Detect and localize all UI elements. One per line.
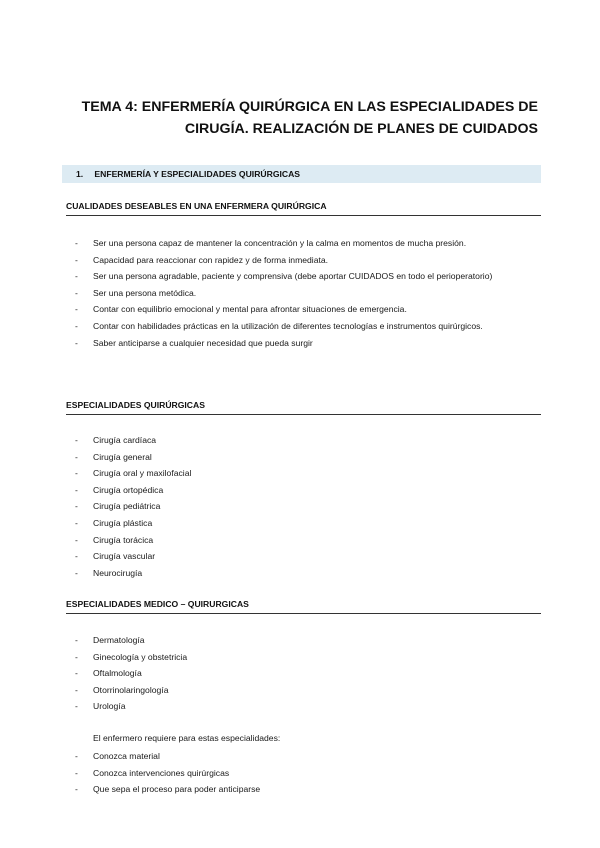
list-item: - Otorrinolaringología — [75, 684, 169, 695]
list-item: - Ser una persona agradable, paciente y comprensiva (debe aportar CUIDADOS en todo el perioperatorio) — [75, 271, 493, 282]
list-item: - Urología — [75, 701, 126, 712]
list-item: - Cirugía oral y maxilofacial — [75, 468, 192, 479]
title-line-1: TEMA 4: ENFERMERÍA QUIRÚRGICA EN LAS ESPECIALIDADES DE — [81, 99, 538, 115]
especialidades-heading: ESPECIALIDADES QUIRÚRGICAS — [66, 400, 541, 415]
section-1-bar — [62, 165, 541, 183]
title-line-2: CIRUGÍA. REALIZACIÓN DE PLANES DE CUIDADOS — [184, 121, 538, 137]
list-item: - Que sepa el proceso para poder anticiparse — [75, 784, 261, 795]
list-item: - Cirugía vascular — [75, 551, 156, 562]
page-title — [62, 96, 538, 140]
list-item: - Neurocirugía — [75, 567, 143, 578]
list-item: - Cirugía plástica — [75, 517, 153, 528]
cualidades-heading: CUALIDADES DESEABLES EN UNA ENFERMERA QUIRÚRGICA — [66, 201, 541, 216]
list-item: - Oftalmología — [75, 668, 142, 679]
list-item: - Cirugía ortopédica — [75, 484, 164, 495]
list-item: - Ser una persona metódica. — [75, 287, 197, 298]
medico-heading: ESPECIALIDADES MEDICO – QUIRURGICAS — [66, 599, 541, 614]
requirements-list — [66, 748, 541, 798]
list-item: - Contar con habilidades prácticas en la utilización de diferentes tecnologías e instrumentos quirúrgicos. — [75, 320, 483, 331]
list-item: - Dermatología — [75, 635, 145, 645]
section-label: ENFERMERÍA Y ESPECIALIDADES QUIRÚRGICAS — [94, 169, 301, 179]
list-item: - Saber anticiparse a cualquier necesidad que pueda surgir — [75, 337, 313, 348]
list-item: - Ser una persona capaz de mantener la concentración y la calma en momentos de mucha presión. — [75, 238, 467, 248]
list-item: - Cirugía torácica — [75, 534, 154, 545]
list-item: - Ginecología y obstetricia — [75, 651, 188, 662]
cualidades-list — [66, 235, 541, 351]
list-item: - Capacidad para reaccionar con rapidez y de forma inmediata. — [75, 254, 329, 265]
medico-list — [66, 632, 541, 715]
list-item: - Cirugía pediátrica — [75, 501, 161, 512]
list-item: - Cirugía general — [75, 451, 152, 462]
list-item: - Cirugía cardíaca — [75, 435, 157, 445]
requirements-note: El enfermero requiere para estas especialidades: — [93, 733, 281, 743]
section-number: 1. — [76, 169, 84, 179]
especialidades-list — [66, 432, 541, 581]
list-item: - Conozca material — [75, 751, 160, 761]
list-item: - Conozca intervenciones quirúrgicas — [75, 767, 230, 778]
list-item: - Contar con equilibrio emocional y mental para afrontar situaciones de emergencia. — [75, 304, 407, 315]
